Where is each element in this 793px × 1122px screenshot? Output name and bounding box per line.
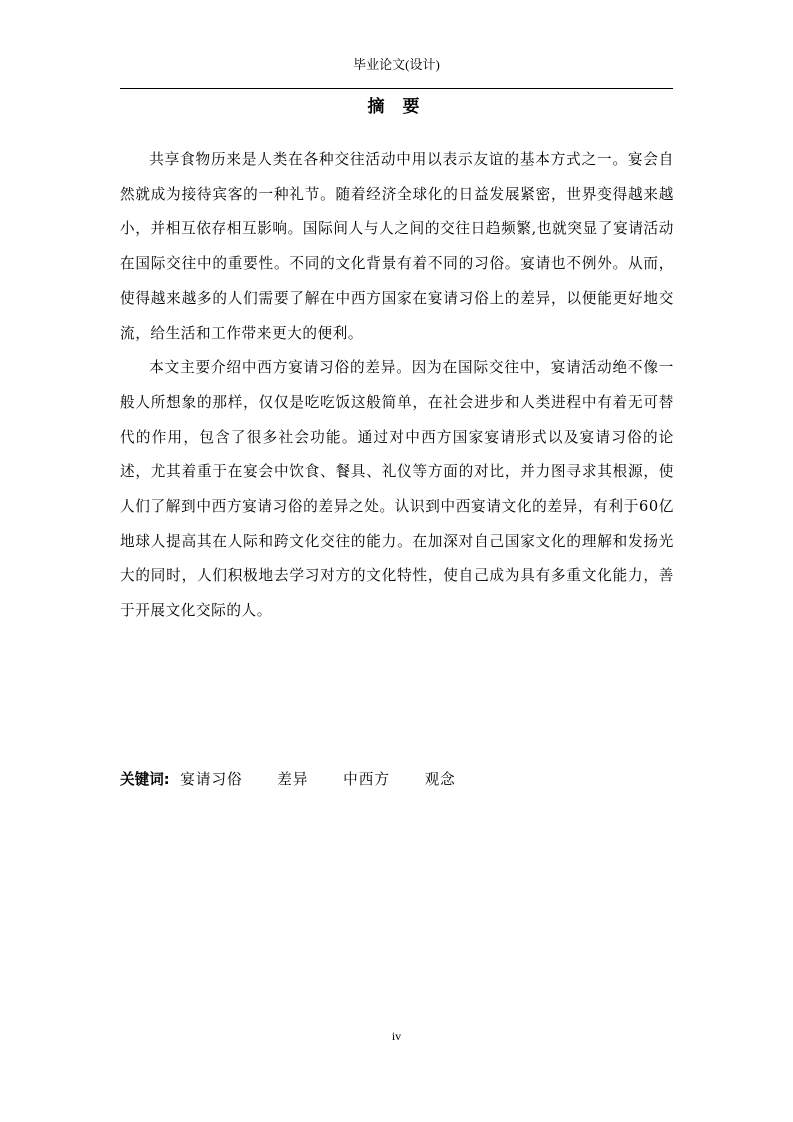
keyword-item: 中西方 xyxy=(343,771,390,788)
abstract-paragraph-2: 本文主要介绍中西方宴请习俗的差异。因为在国际交往中，宴请活动绝不像一般人所想象的那样，仅仅是吃吃饭这般简单，在社会进步和人类进程中有着无可替代的作用，包含了很多社会功能。通过对中西方国家宴请形式以及宴请习俗的论述，尤其着重于在宴会中饮食、餐具、礼仪等方面的对比，并力图寻求其根源，使人们了解到中西方宴请习俗的差异之处。认识到中西宴请文化的差异，有利于60亿地球人提高其在人际和跨文化交往的能力。在加深对自己国家文化的理解和发扬光大的同时，人们积极地去学习对方的文化特性，使自己成为具有多重文化能力，善于开展文化交际的人。 xyxy=(120,359,674,620)
abstract-heading: 摘 要 xyxy=(367,97,426,117)
keyword-item: 观念 xyxy=(424,771,456,788)
page-header-title: 毕业论文(设计) xyxy=(353,57,440,72)
keyword-item: 宴请习俗 xyxy=(180,771,243,788)
keywords-label: 关键词: xyxy=(120,771,170,788)
header-divider xyxy=(120,88,673,89)
keyword-item: 差异 xyxy=(277,771,309,788)
abstract-body xyxy=(120,143,674,629)
page-number: iv xyxy=(391,1029,402,1043)
abstract-paragraph-1: 共享食物历来是人类在各种交往活动中用以表示友谊的基本方式之一。宴会自然就成为接待宾客的一种礼节。随着经济全球化的日益发展紧密，世界变得越来越小，并相互依存相互影响。国际间人与人之间的交往日趋频繁,也就突显了宴请活动在国际交往中的重要性。不同的文化背景有着不同的习俗。宴请也不例外。从而，使得越来越多的人们需要了解在中西方国家在宴请习俗上的差异，以便能更好地交流，给生活和工作带来更大的便利。 xyxy=(120,151,674,342)
keywords-line xyxy=(120,766,674,794)
